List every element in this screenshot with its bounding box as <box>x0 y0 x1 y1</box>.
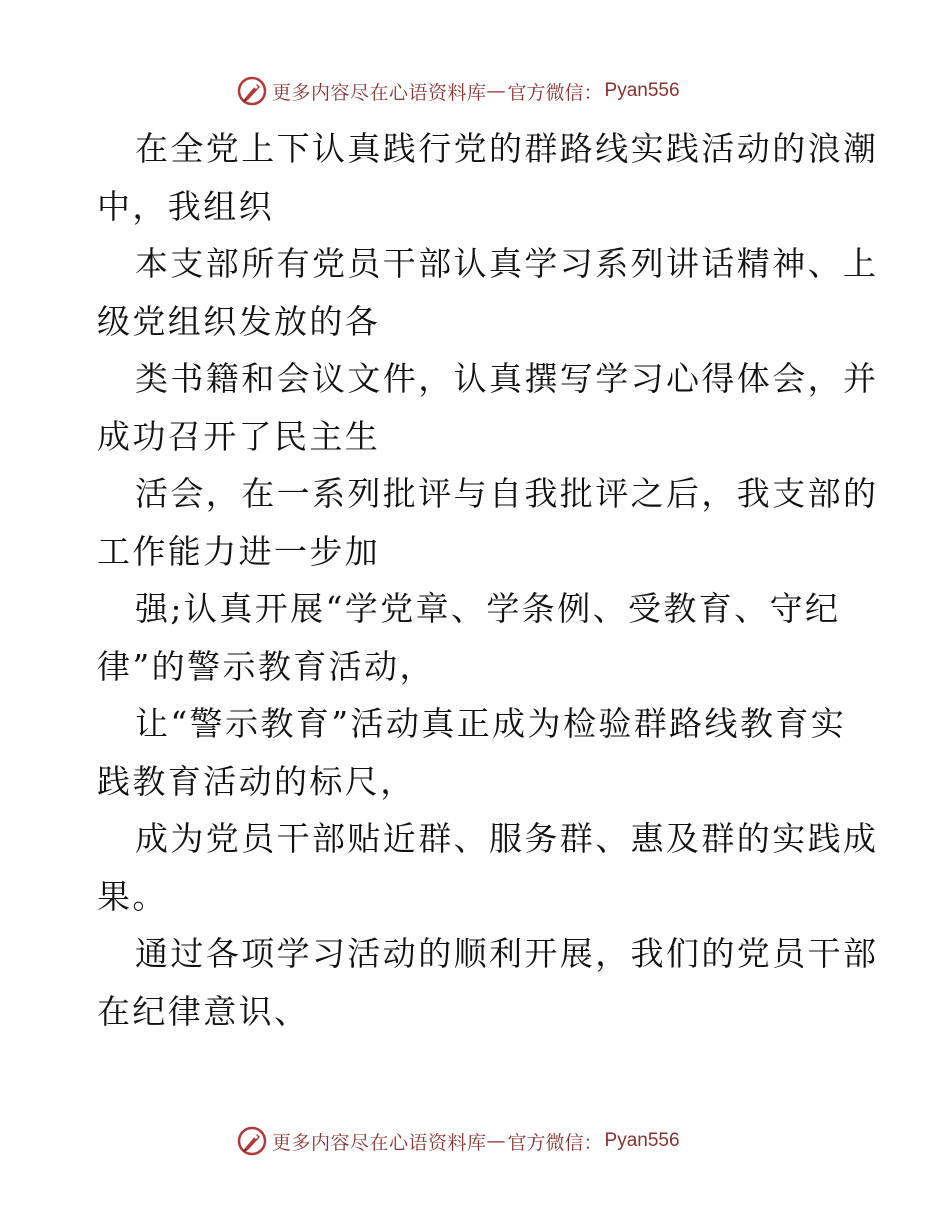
pen-nib-logo-icon <box>236 1125 268 1157</box>
text-line: 在全党上下认真践行党的群路线实践活动的浪潮 <box>135 129 879 168</box>
document-body <box>97 120 879 1040</box>
text-line: 强;认真开展“学党章、学条例、受教育、守纪 <box>135 589 841 628</box>
text-line: 成功召开了民主生 <box>97 416 381 456</box>
watermark-text: 更多内容尽在心语资料库 <box>272 81 487 104</box>
pen-nib-logo-icon <box>236 75 268 107</box>
watermark-wechat-id: Pyan556 <box>604 1130 680 1151</box>
text-line: 成为党员干部贴近群、服务群、惠及群的实践成 <box>135 819 879 858</box>
text-line: 在纪律意识、 <box>97 991 310 1031</box>
watermark-text: 更多内容尽在心语资料库 <box>272 1131 487 1154</box>
watermark-dash: — <box>486 1130 506 1152</box>
header-watermark <box>236 74 680 108</box>
text-line: 工作能力进一步加 <box>97 531 381 571</box>
text-line: 活会，在一系列批评与自我批评之后，我支部的 <box>135 474 879 513</box>
watermark-dash: — <box>486 80 506 102</box>
text-line: 本支部所有党员干部认真学习系列讲话精神、上 <box>135 244 879 283</box>
text-line: 让“警示教育”活动真正成为检验群路线教育实 <box>135 704 847 743</box>
text-line: 律”的警示教育活动， <box>97 646 435 686</box>
watermark-wechat-label: 官方微信： <box>507 1131 603 1154</box>
watermark-wechat-id: Pyan556 <box>604 80 680 101</box>
text-line: 中，我组织 <box>97 186 274 226</box>
text-line: 果。 <box>97 876 168 916</box>
text-line: 践教育活动的标尺， <box>97 761 416 801</box>
text-line: 类书籍和会议文件，认真撰写学习心得体会，并 <box>135 359 879 398</box>
text-line: 级党组织发放的各 <box>97 301 381 341</box>
watermark-wechat-label: 官方微信： <box>507 81 603 104</box>
text-line: 通过各项学习活动的顺利开展，我们的党员干部 <box>135 934 879 973</box>
footer-watermark <box>236 1124 680 1158</box>
